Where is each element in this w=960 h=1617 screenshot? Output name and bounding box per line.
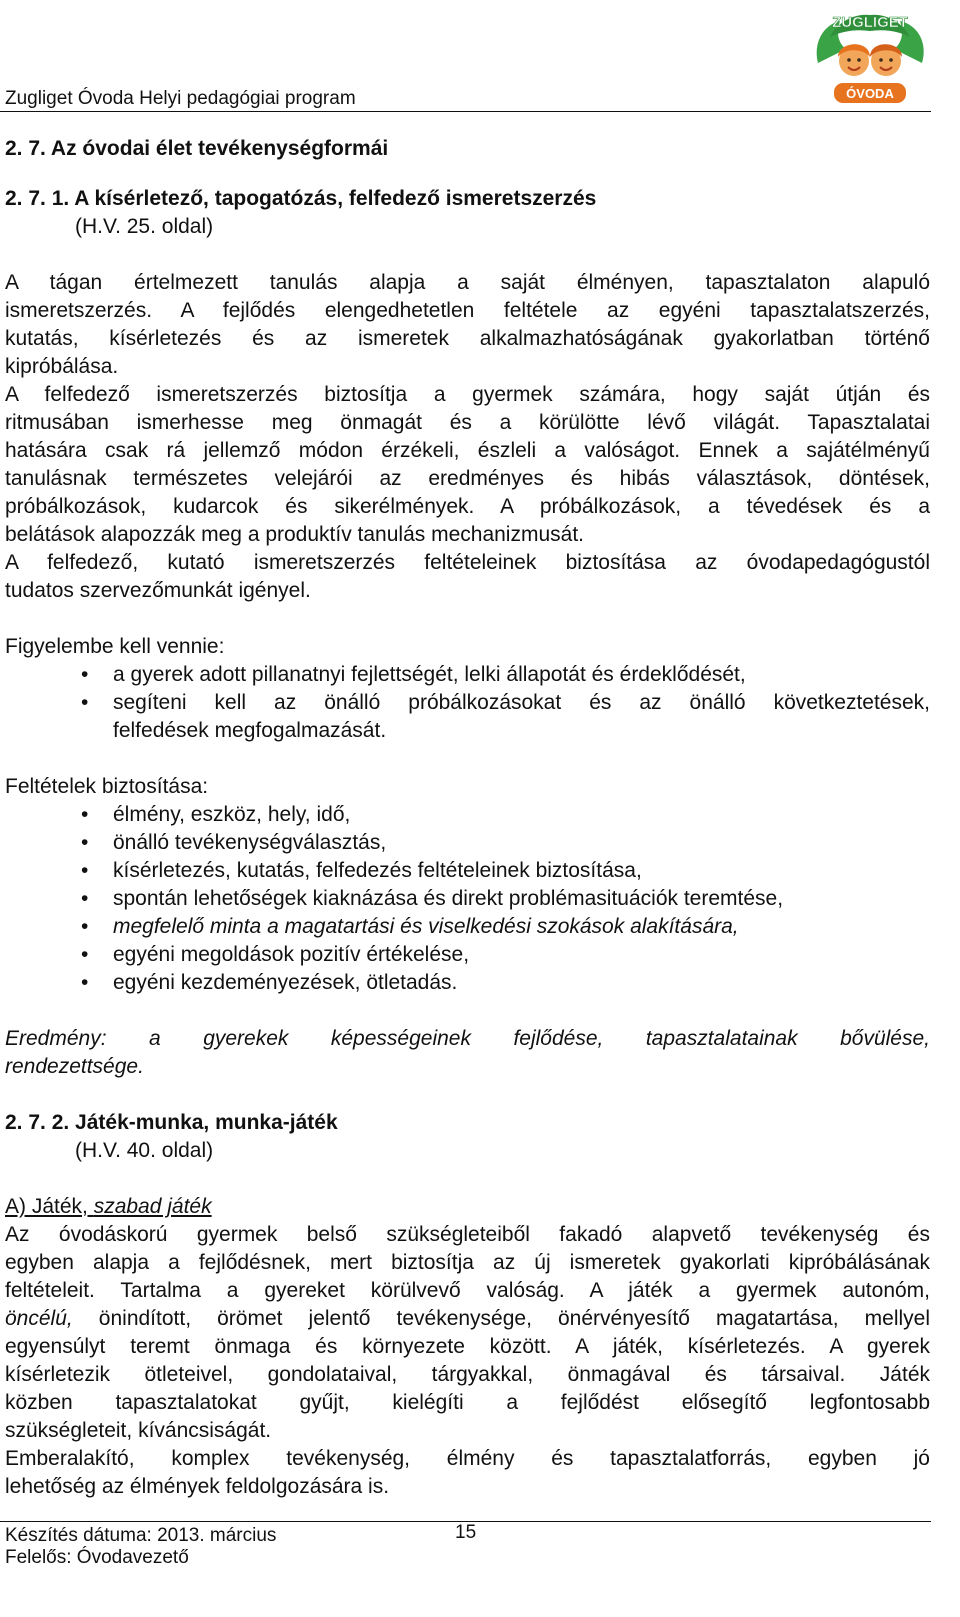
bullet-icon: •: [81, 663, 89, 686]
footer-responsible: Felelős: Óvodavezető: [5, 1547, 189, 1568]
paragraph-3-line: A felfedező, kutató ismeretszerzés feltételeinek biztosítása az óvodapedagógustól: [5, 551, 930, 574]
main-heading: 2. 7. Az óvodai élet tevékenységformái: [5, 137, 389, 160]
header-divider: [0, 111, 931, 112]
paragraph-1-line: kipróbálása.: [5, 355, 119, 378]
list-item: • kísérletezés, kutatás, felfedezés feltételeinek biztosítása,: [5, 857, 930, 885]
section-1-reference: (H.V. 25. oldal): [75, 215, 214, 238]
bullet-icon: •: [81, 915, 89, 938]
consider-title: Figyelembe kell vennie:: [5, 635, 225, 658]
list-item-continuation: felfedések megfogalmazását.: [113, 719, 387, 742]
list-item: • spontán lehetőségek kiaknázása és direkt problémasituációk teremtése,: [5, 885, 930, 913]
logo-text-top: ZUGLIGET: [832, 14, 908, 31]
conditions-list: [5, 801, 930, 997]
bullet-icon: •: [81, 803, 89, 826]
bullet-icon: •: [81, 943, 89, 966]
page-number: 15: [455, 1522, 477, 1543]
paragraph-4-line: közben tapasztalatokat gyűjt, kielégíti a fejlődést elősegítő legfontosabb: [5, 1391, 930, 1414]
list-item: • a gyerek adott pillanatnyi fejlettségét, lelki állapotát és érdeklődését,: [5, 661, 930, 689]
paragraph-5-line: lehetőség az élmények feldolgozására is.: [5, 1475, 390, 1498]
paragraph-1-line: A tágan értelmezett tanulás alapja a saját élményen, tapasztalaton alapuló: [5, 271, 930, 294]
paragraph-1-line: kutatás, kísérletezés és az ismeretek alkalmazhatóságának gyakorlatban történő: [5, 327, 930, 350]
paragraph-4-line: kísérletezik ötleteivel, gondolataival, tárgyakkal, önmagával és társaival. Játék: [5, 1363, 930, 1386]
logo-text-bottom: ÓVODA: [846, 86, 894, 101]
list-item: • megfelelő minta a magatartási és viselkedési szokások alakítására,: [5, 913, 930, 941]
paragraph-2-line: próbálkozások, kudarcok és sikerélmények. A próbálkozások, a tévedések és a: [5, 495, 930, 518]
header-title: Zugliget Óvoda Helyi pedagógiai program: [5, 88, 356, 109]
paragraph-4-line: feltételeit. Tartalma a gyereket körülvevő valóság. A játék a gyermek autonóm,: [5, 1279, 930, 1302]
bullet-icon: •: [81, 691, 89, 714]
section-2-reference: (H.V. 40. oldal): [75, 1139, 214, 1162]
paragraph-5-line: Emberalakító, komplex tevékenység, élmény és tapasztalatforrás, egyben jó: [5, 1447, 930, 1470]
paragraph-1-line: ismeretszerzés. A fejlődés elengedhetetlen feltétele az egyéni tapasztalatszerzés,: [5, 299, 930, 322]
list-item: • önálló tevékenységválasztás,: [5, 829, 930, 857]
paragraph-2-line: tanulásnak természetes velejárói az eredményes és hibás választások, döntések,: [5, 467, 930, 490]
bullet-icon: •: [81, 831, 89, 854]
list-item: • egyéni kezdeményezések, ötletadás.: [5, 969, 930, 997]
subsection-a-title: A) Játék, szabad játék: [5, 1195, 212, 1218]
conditions-title: Feltételek biztosítása:: [5, 775, 209, 798]
kindergarten-logo: [808, 3, 932, 107]
paragraph-4-line: öncélú, önindított, örömet jelentő tevékenysége, önérvényesítő magatartása, mellyel: [5, 1307, 930, 1330]
paragraph-4-line: egyensúlyt teremt önmaga és környezete között. A játék, kísérletezés. A gyerek: [5, 1335, 930, 1358]
footer-date: Készítés dátuma: 2013. március: [5, 1525, 277, 1546]
list-item: • segíteni kell az önálló próbálkozásokat és az önálló következtetések,: [5, 689, 930, 717]
paragraph-2-line: A felfedező ismeretszerzés biztosítja a gyermek számára, hogy saját útján és: [5, 383, 930, 406]
bullet-icon: •: [81, 859, 89, 882]
bullet-icon: •: [81, 971, 89, 994]
section-2-heading: 2. 7. 2. Játék-munka, munka-játék: [5, 1111, 338, 1134]
paragraph-3-line: tudatos szervezőmunkát igényel.: [5, 579, 311, 602]
paragraph-4-line: Az óvodáskorú gyermek belső szükségleteiből fakadó alapvető tevékenység és: [5, 1223, 930, 1246]
paragraph-2-line: belátások alapozzák meg a produktív tanulás mechanizmusát.: [5, 523, 584, 546]
paragraph-2-line: hatására csak rá jellemző módon érzékeli, észleli a valóságot. Ennek a sajátélményű: [5, 439, 930, 462]
section-1-heading: 2. 7. 1. A kísérletező, tapogatózás, felfedező ismeretszerzés: [5, 187, 597, 210]
paragraph-4-line: szükségleteit, kíváncsiságát.: [5, 1419, 272, 1442]
result-line: rendezettsége.: [5, 1055, 144, 1078]
main-content: [5, 135, 930, 1501]
paragraph-4-line: egyben alapja a fejlődésnek, mert biztosítja az új ismeretek gyakorlati kipróbálásának: [5, 1251, 930, 1274]
result-line: Eredmény: a gyerekek képességeinek fejlődése, tapasztalatainak bővülése,: [5, 1027, 930, 1050]
list-item: • élmény, eszköz, hely, idő,: [5, 801, 930, 829]
list-item: • egyéni megoldások pozitív értékelése,: [5, 941, 930, 969]
consider-list: [5, 661, 930, 745]
paragraph-2-line: ritmusában ismerhesse meg önmagát és a körülötte lévő világát. Tapasztalatai: [5, 411, 930, 434]
bullet-icon: •: [81, 887, 89, 910]
